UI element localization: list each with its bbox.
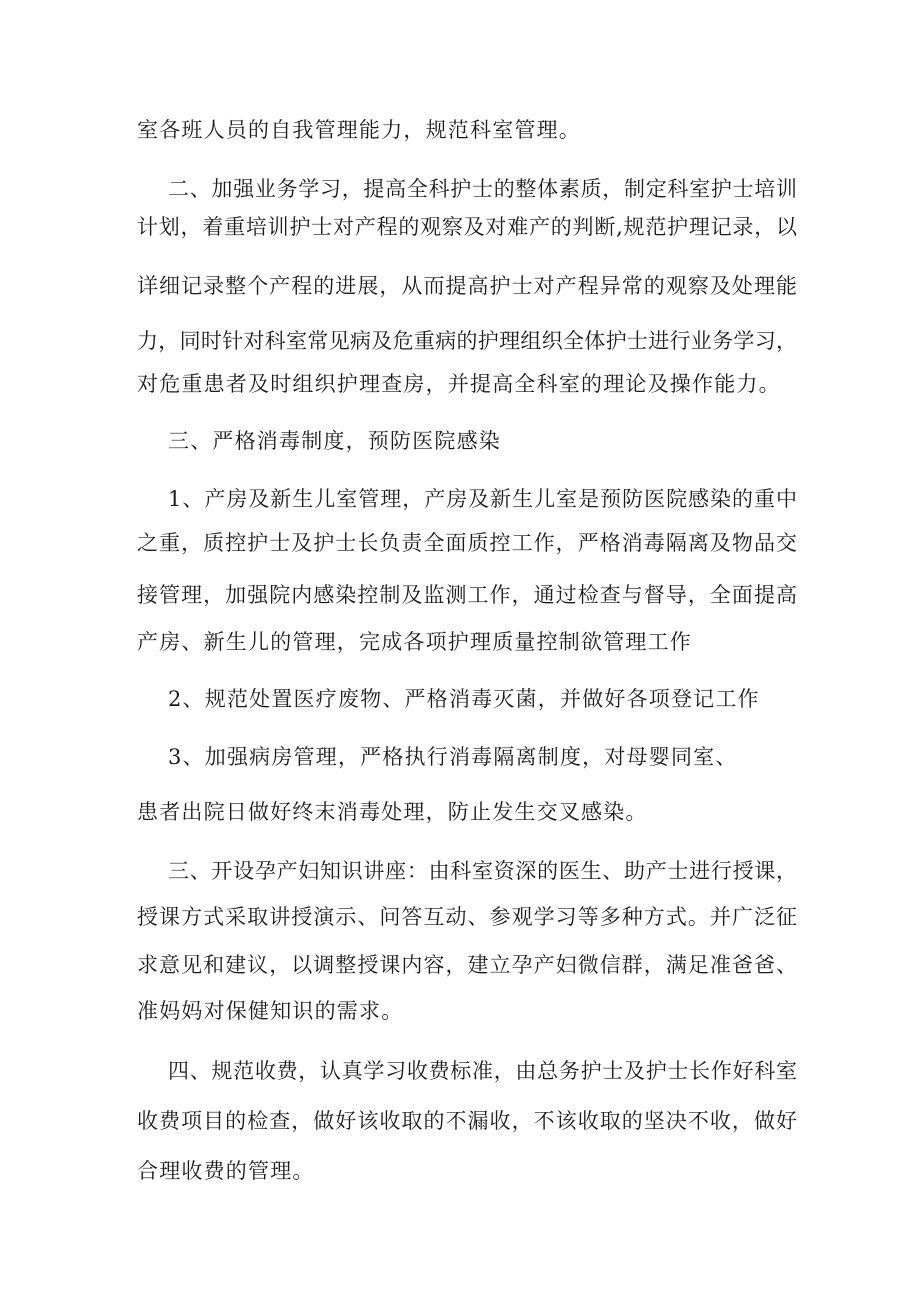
text-line: 准妈妈对保健知识的需求。 <box>137 999 404 1023</box>
text-line: 室各班人员的自我管理能力，规范科室管理。 <box>137 118 581 142</box>
text-line: 之重，质控护士及护士长负责全面质控工作，严格消毒隔离及物品交 <box>137 531 797 555</box>
text-line: 1、产房及新生儿室管理，产房及新生儿室是预防医院感染的重中 <box>168 487 797 511</box>
text-line: 三、严格消毒制度，预防医院感染 <box>168 429 501 453</box>
text-line: 产房、新生儿的管理，完成各项护理质量控制欲管理工作 <box>137 630 692 654</box>
text-line: 授课方式采取讲授演示、问答互动、参观学习等多种方式。并广泛征 <box>137 905 797 929</box>
text-line: 四、规范收费，认真学习收费标准，由总务护士及护士长作好科室 <box>168 1059 797 1083</box>
text-line: 三、开设孕产妇知识讲座：由科室资深的医生、助产士进行授课， <box>168 859 797 883</box>
text-line: 详细记录整个产程的进展，从而提高护士对产程异常的观察及处理能 <box>137 274 797 298</box>
text-line: 合理收费的管理。 <box>137 1159 315 1183</box>
text-line: 2、规范处置医疗废物、严格消毒灭菌，并做好各项登记工作 <box>168 687 760 711</box>
text-line: 求意见和建议，以调整授课内容，建立孕产妇微信群，满足准爸爸、 <box>137 953 797 977</box>
text-line: 患者出院日做好终末消毒处理，防止发生交叉感染。 <box>137 800 648 824</box>
text-line: 计划，着重培训护士对产程的观察及对难产的判断,规范护理记录，以 <box>137 215 797 239</box>
text-line: 力，同时针对科室常见病及危重病的护理组织全体护士进行业务学习， <box>137 329 797 353</box>
text-line: 对危重患者及时组织护理查房，并提高全科室的理论及操作能力。 <box>137 372 781 396</box>
text-line: 接管理，加强院内感染控制及监测工作，通过检查与督导，全面提高 <box>137 583 797 607</box>
text-line: 收费项目的检查，做好该收取的不漏收，不该收取的坚决不收，做好 <box>137 1109 797 1133</box>
text-line: 3、加强病房管理，严格执行消毒隔离制度，对母婴同室、 <box>168 745 738 769</box>
text-line: 二、加强业务学习，提高全科护士的整体素质，制定科室护士培训 <box>168 177 797 201</box>
